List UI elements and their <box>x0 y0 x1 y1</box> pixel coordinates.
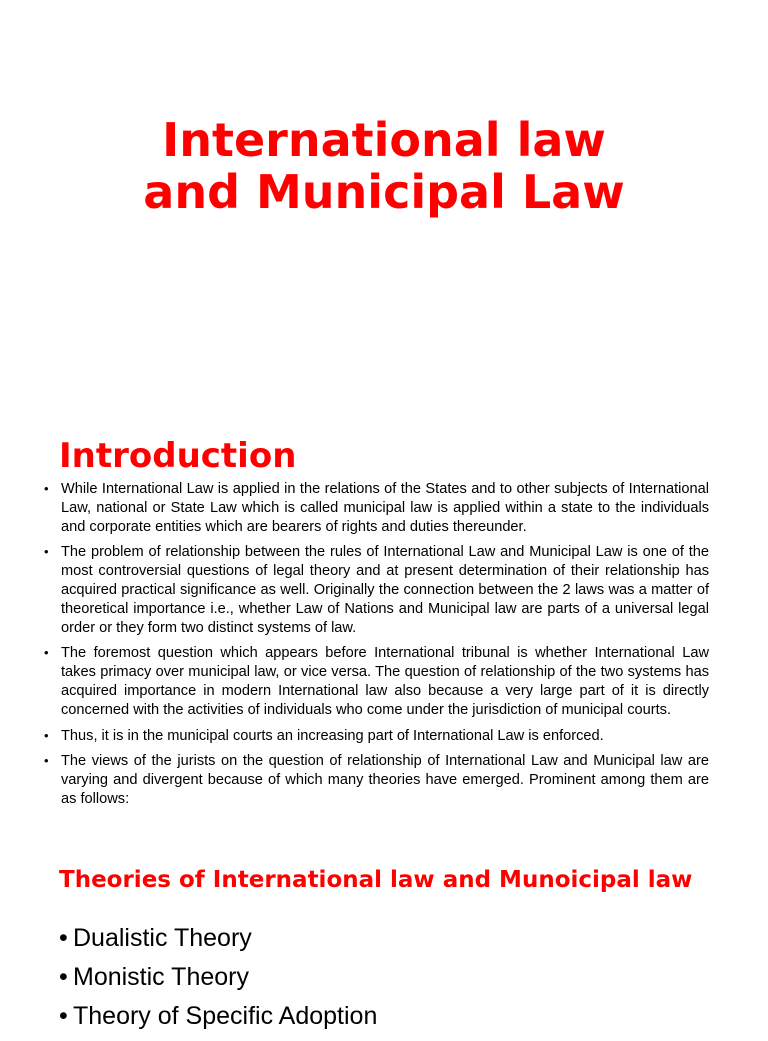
bullet-icon: • <box>44 645 49 661</box>
theory-item <box>59 1002 377 1031</box>
introduction-bullet-list <box>44 480 709 816</box>
bullet-text: The views of the jurists on the question of relationship of International Law and Municipal law are varying and divergent because of which many theories have emerged. Prominent among them are as follows: <box>61 753 709 807</box>
bullet-text: The foremost question which appears before International tribunal is whether International Law takes primacy over municipal law, or vice versa. The question of relationship of the two systems has acquired importance in modern International law also because a very large part of it is directly concerned with the activities of individuals who come under the jurisdiction of municipal courts. <box>61 645 709 718</box>
list-item <box>44 480 709 536</box>
bullet-icon: • <box>59 963 68 991</box>
list-item <box>44 543 709 637</box>
title-line-1: International law <box>162 113 606 167</box>
theory-item <box>59 924 377 953</box>
bullet-text: The problem of relationship between the rules of International Law and Municipal Law is one of the most controversial questions of legal theory and at present determination of their relationship has acquired practical significance as well. Originally the connection between the 2 laws was a matter of theoretical importance i.e., whether Law of Nations and Municipal law are parts of a universal legal order or they form two distinct systems of law. <box>61 544 709 636</box>
bullet-icon: • <box>44 544 49 560</box>
bullet-icon: • <box>44 727 49 743</box>
bullet-icon: • <box>59 1002 68 1030</box>
list-item <box>44 727 709 746</box>
page-title <box>0 114 768 218</box>
title-line-2: and Municipal Law <box>143 165 625 219</box>
theory-label: Theory of Specific Adoption <box>73 1002 378 1030</box>
bullet-icon: • <box>44 481 49 496</box>
introduction-heading: Introduction <box>59 436 297 476</box>
list-item <box>44 752 709 808</box>
bullet-text: Thus, it is in the municipal courts an increasing part of International Law is enforced. <box>61 727 604 744</box>
theory-item <box>59 963 377 992</box>
title-slide <box>0 0 768 420</box>
theory-label: Monistic Theory <box>73 963 249 991</box>
theory-label: Dualistic Theory <box>73 924 252 952</box>
list-item <box>44 644 709 719</box>
bullet-icon: • <box>44 753 49 769</box>
introduction-slide <box>0 420 768 1030</box>
theories-heading: Theories of International law and Munoicipal law <box>59 867 693 893</box>
bullet-icon: • <box>59 924 68 952</box>
bullet-text: While International Law is applied in the relations of the States and to other subjects of International Law, national or State Law which is called municipal law is applied within a state to the individuals and corporate entities which are bearers of rights and duties thereunder. <box>61 481 709 535</box>
theories-list <box>59 924 377 1041</box>
